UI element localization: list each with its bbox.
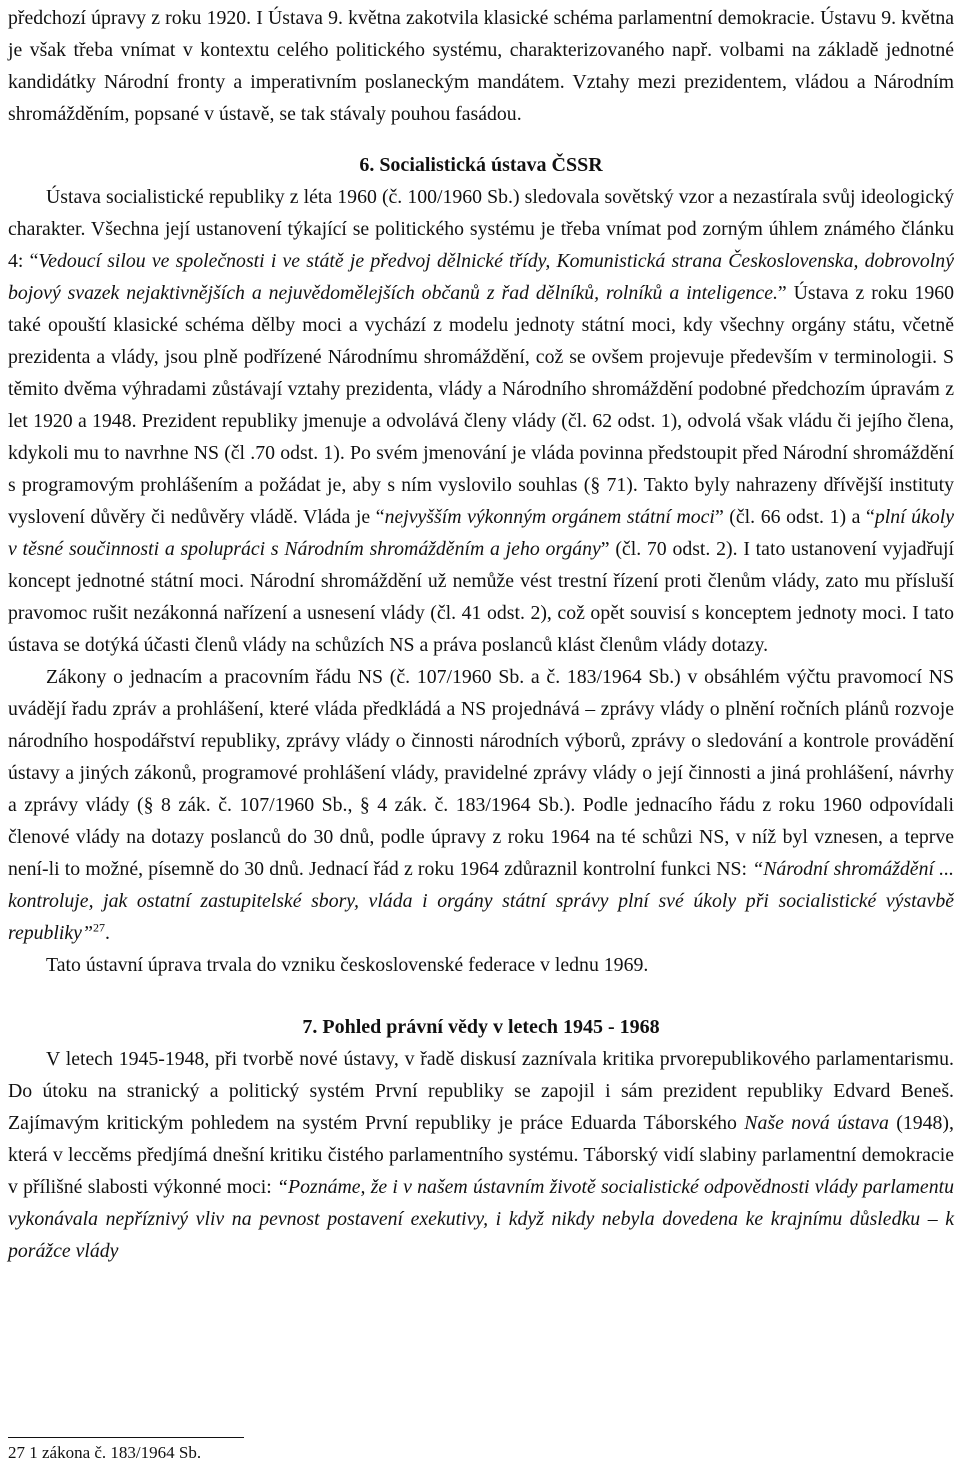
s6p2-end: . bbox=[104, 922, 110, 944]
section-6-paragraph-2 bbox=[8, 661, 954, 949]
intro-paragraph bbox=[8, 2, 954, 130]
section-6-paragraph-3: Tato ústavní úprava trvala do vzniku československé federace v lednu 1969. bbox=[46, 954, 649, 976]
footnote-rule bbox=[8, 1437, 244, 1438]
s6p1-run-6: plní úkoly v těsné součinnosti a spolupráci s Národním shromážděním a jeho orgány bbox=[8, 506, 955, 560]
s7p1-run-1: V letech 1945-1948, při tvorbě nové ústavy, v řadě diskusí zaznívala kritika prvorepublikového parlamentarismu. Do útoku na stranický a politický systém První republiky se zapojil i sám prezident republiky Edvard Beneš. Zajímavým kritickým pohledem na systém První republiky je práce Eduarda Táborského bbox=[8, 1048, 954, 1134]
s6p1-run-5: ” (čl. 66 odst. 1) a “ bbox=[714, 506, 875, 528]
section-7-heading: 7. Pohled právní vědy v letech 1945 - 1968 bbox=[302, 1016, 660, 1038]
s6p1-run-2: Vedoucí silou ve společnosti i ve státě je předvoj dělnické třídy, Komunistická strana Československa, dobrovolný bojový svazek nejaktivnějších a nejuvědomělejších občanů z řad dělníků, rolníků a inteligence. bbox=[8, 250, 954, 304]
s6p1-run-1: Ústava socialistické republiky z léta 1960 (č. 100/1960 Sb.) sledovala sovětský vzor a nezastírala svůj ideologický charakter. Všechna její ustanovení týkající se politického systému je třeba vnímat pod zorným úhlem známého článku 4: “ bbox=[8, 186, 954, 272]
s6p2-run-1: Zákony o jednacím a pracovním řádu NS (č. 107/1960 Sb. a č. 183/1964 Sb.) v obsáhlém výčtu pravomocí NS uvádějí řadu zpráv a prohlášení, které vláda předkládá a NS projednává – zprávy vlády o plnění ročních plánů rozvoje národního hospodářství republiky, zprávy vlády o činnosti národních výborů, zprávy o sledování a kontrole provádění ústavy a jiných zákonů, programové prohlášení vlády, pravidelné zprávy vlády o její činnosti a jiná prohlášení, návrhy a zprávy vlády (§ 8 zák. č. 107/1960 Sb., § 4 zák. č. 183/1964 Sb.). Podle jednacího řádu z roku 1960 odpovídali členové vlády na dotazy poslanců do 30 dnů, podle úpravy z roku 1964 na té schůzi NS, v níž byl vznesen, a teprve není-li to možné, písemně do 30 dnů. Jednací řád z roku 1964 zdůraznil kontrolní funkci NS: bbox=[8, 666, 954, 880]
section-7-paragraph-1 bbox=[8, 1043, 954, 1267]
s7p1-run-4: “Poznáme, že i v našem ústavním životě socialistické odpovědnosti vlády parlamentu vykonávala nepříznivý vliv na pevnost postavení exekutivy, i když nikdy nebyla dovedena ke krajnímu důsledku – k porážce vlády bbox=[8, 1176, 954, 1262]
footnote-ref-27: 27 bbox=[92, 920, 105, 935]
s7p1-run-3: (1948), která v leccěms předjímá dnešní kritiku čistého parlamentního systému. Táborský vidí slabiny parlamentní demokracie v přílišné slabosti výkonné moci: bbox=[8, 1112, 954, 1198]
s6p1-run-4: nejvyšším výkonným orgánem státní moci bbox=[384, 506, 715, 528]
intro-run-1: předchozí úpravy z roku 1920. I Ústava 9. května zakotvila klasické schéma parlamentní demokracie. Ústavu 9. května je však třeba vnímat v kontextu celého politického systému, charakterizovaného např. volbami na základě jednotné kandidátky Národní fronty a imperativním poslaneckým mandátem. Vztahy mezi prezidentem, vládou a Národním shromážděním, popsané v ústavě, se tak stávaly pouhou fasádou. bbox=[8, 7, 954, 125]
section-6-paragraph-1 bbox=[8, 181, 954, 661]
s6p1-run-3: ” Ústava z roku 1960 také opouští klasické schéma dělby moci a vychází z modelu jednoty státní moci, kdy všechny orgány státu, včetně prezidenta a vlády, jsou plně podřízené Národnímu shromáždění, což se ovšem projevuje především v terminologii. S těmito dvěma výhradami zůstávají vztahy prezidenta, vlády a Národního shromáždění podobné předchozím úpravám z let 1920 a 1948. Prezident republiky jmenuje a odvolává členy vlády (čl. 62 odst. 1), odvolá však vládu či jejího člena, kdykoli mu to navrhne NS (čl .70 odst. 1). Po svém jmenování je vláda povinna předstoupit před Národní shromáždění s programovým prohlášením a požádat je, aby s ním vyslovilo souhlas (§ 71). Takto byly nahrazeny dřívější instituty vyslovení důvěry či nedůvěry vládě. Vláda je “ bbox=[8, 282, 954, 528]
s7p1-run-2: Naše nová ústava bbox=[744, 1112, 889, 1134]
footnote-27: 27 1 zákona č. 183/1964 Sb. bbox=[8, 1443, 202, 1462]
document-page bbox=[8, 2, 954, 1267]
section-6-heading: 6. Socialistická ústava ČSSR bbox=[359, 154, 603, 176]
s6p1-run-7: ” (čl. 70 odst. 2). I tato ustanovení vyjadřují koncept jednotné státní moci. Národní shromáždění už nemůže vést trestní řízení proti členům vlády, zato mu přísluší pravomoc rušit nezákonná nařízení a usnesení vlády (čl. 41 odst. 2), což opět souvisí s konceptem jednoty moci. I tato ústava se dotýká účasti členů vlády na schůzích NS a práva poslanců klást členům vlády dotazy. bbox=[8, 538, 954, 656]
s6p2-run-2: “Národní shromáždění ... kontroluje, jak ostatní zastupitelské sbory, vláda i orgány státní správy plní své úkoly při socialistické výstavbě republiky” bbox=[8, 858, 954, 944]
